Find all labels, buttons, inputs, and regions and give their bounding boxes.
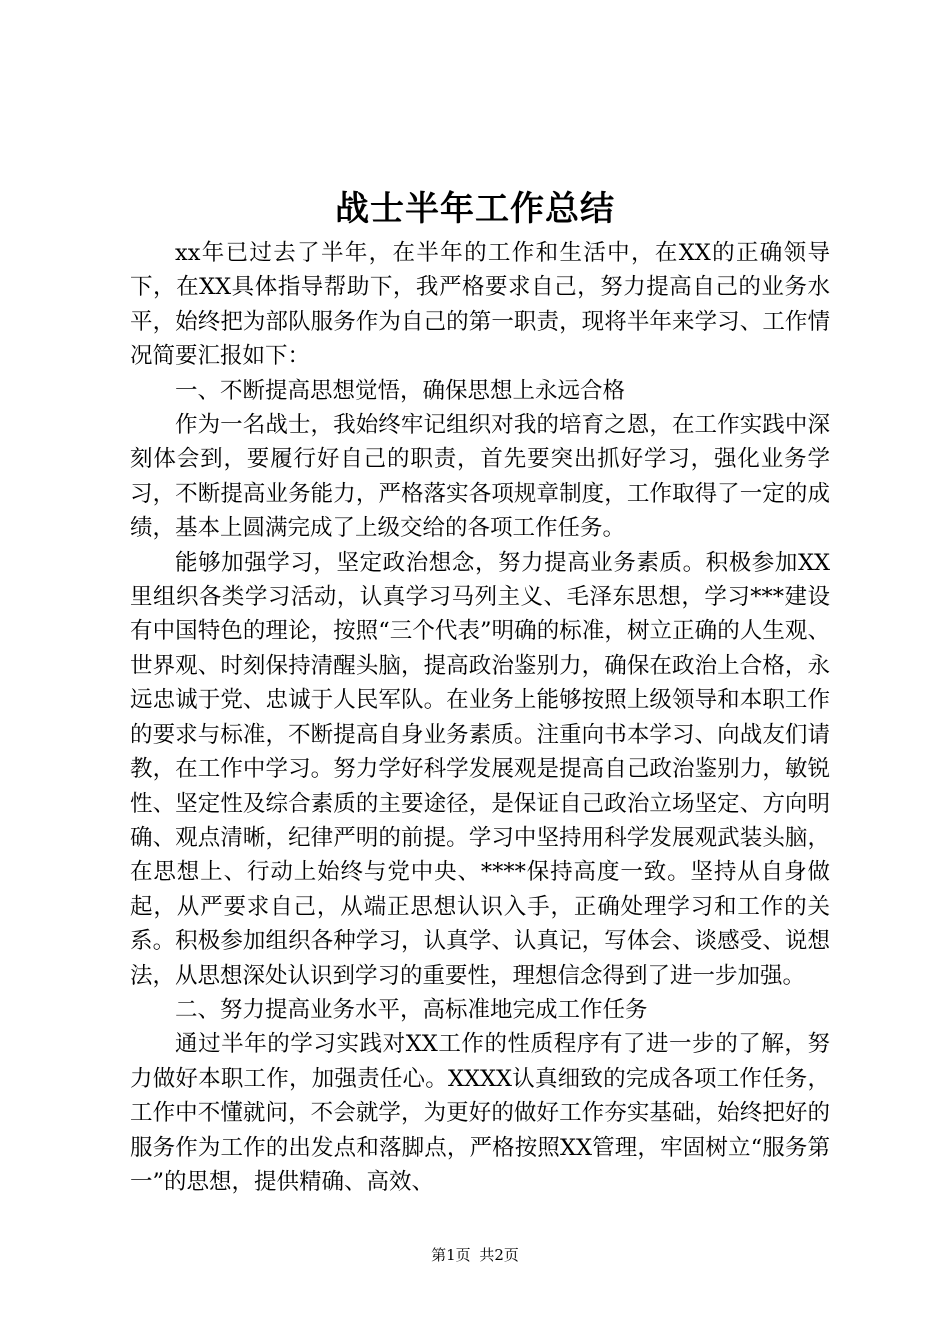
paragraph: 能够加强学习，坚定政治想念，努力提高业务素质。积极参加XX里组织各类学习活动，认真学习马列主义、毛泽东思想，学习***建设有中国特色的理论，按照“三个代表”明确的标准，树立正确的人生观、世界观、时刻保持清醒头脑，提高政治鉴别力，确保在政治上合格，永远忠诚于党、忠诚于人民军队。在业务上能够按照上级领导和本职工作的要求与标准，不断提高自身业务素质。注重向书本学习、向战友们请教，在工作中学习。努力学好科学发展观是提高自己政治鉴别力，敏锐性、坚定性及综合素质的主要途径，是保证自己政治立场坚定、方向明确、观点清晰，纪律严明的前提。学习中坚持用科学发展观武装头脑，在思想上、行动上始终与党中央、****保持高度一致。坚持从自身做起，从严要求自己，从端正思想认识入手，正确处理学习和工作的关系。积极参加组织各种学习，认真学、认真记，写体会、谈感受、说想法，从思想深处认识到学习的重要性，理想信念得到了进一步加强。 [130,549,830,989]
paragraph-intro: xx年已过去了半年，在半年的工作和生活中，在XX的正确领导下，在XX具体指导帮助下，我严格要求自己，努力提高自己的业务水平，始终把为部队服务作为自己的第一职责，现将半年来学习、工作情况简要汇报如下： [130,240,830,370]
section-heading-2: 二、努力提高业务水平，高标准地完成工作任务 [175,996,648,1023]
page-number-total: 共2页 [479,1246,519,1264]
document-title: 战士半年工作总结 [335,189,615,229]
page-number-current: 第1页 [431,1246,471,1264]
page-footer [0,1245,950,1265]
section-heading-1: 一、不断提高思想觉悟，确保思想上永远合格 [175,377,626,404]
document-body [130,236,830,1199]
paragraph: 作为一名战士，我始终牢记组织对我的培育之恩，在工作实践中深刻体会到，要履行好自己的职责，首先要突出抓好学习，强化业务学习，不断提高业务能力，严格落实各项规章制度，工作取得了一定的成绩，基本上圆满完成了上级交给的各项工作任务。 [130,412,830,542]
paragraph: 通过半年的学习实践对XX工作的性质程序有了进一步的了解，努力做好本职工作，加强责任心。XXXX认真细致的完成各项工作任务，工作中不懂就问，不会就学，为更好的做好工作夯实基础，始终把好的服务作为工作的出发点和落脚点，严格按照XX管理，牢固树立“服务第一”的思想，提供精确、高效、 [130,1031,830,1195]
